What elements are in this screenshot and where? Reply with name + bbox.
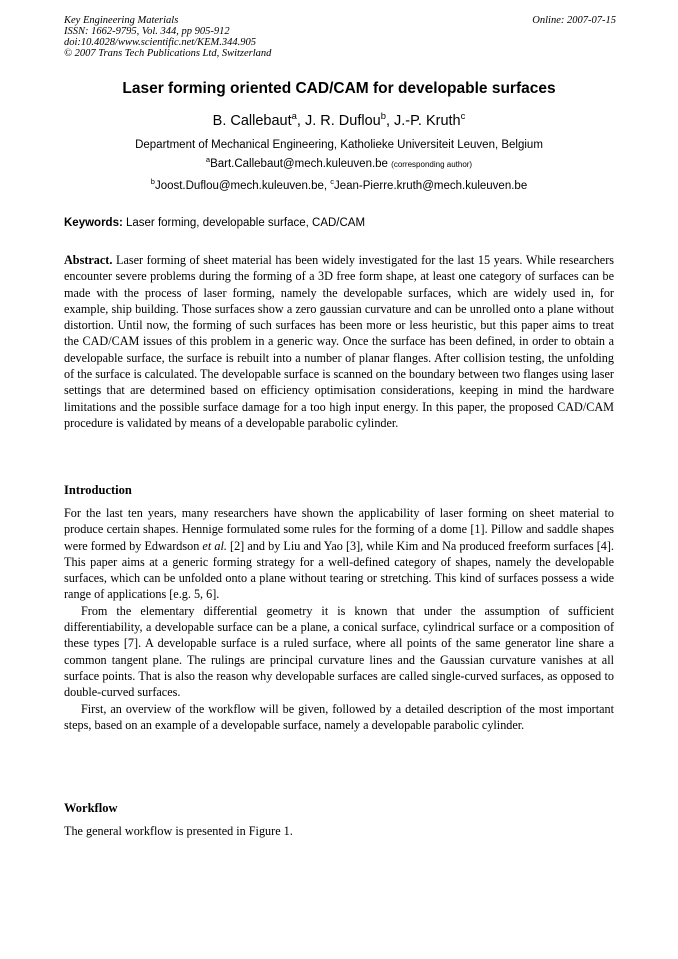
author-affil-sup: a xyxy=(291,110,297,122)
workflow-text: The general workflow is presented in Figure 1. xyxy=(64,824,293,838)
author-separator: , xyxy=(385,113,394,129)
email-sup: b xyxy=(150,177,155,187)
email-c[interactable]: Jean-Pierre.kruth@mech.kuleuven.be xyxy=(334,180,528,192)
intro-p1-em: et al. xyxy=(202,538,227,553)
abstract xyxy=(64,252,614,431)
email-sup: c xyxy=(330,177,334,187)
introduction-heading: Introduction xyxy=(64,483,132,497)
affiliation: Department of Mechanical Engineering, Katholieke Universiteit Leuven, Belgium xyxy=(135,139,543,151)
copyright-line: © 2007 Trans Tech Publications Ltd, Switzerland xyxy=(64,48,272,59)
author-separator: , xyxy=(296,113,305,129)
intro-p1-part-a: For the last ten years, many researchers have shown the applicability of laser forming on sheet material to produce certain shapes. Hennige formulated some rules for the forming of a dome [1]. Pillow and saddle shapes were formed by Edwardson xyxy=(64,506,614,553)
keywords xyxy=(64,217,616,229)
online-date: Online: 2007-07-15 xyxy=(532,15,616,26)
issn-line: ISSN: 1662-9795, Vol. 344, pp 905-912 xyxy=(64,26,230,37)
author-affil-sup: c xyxy=(460,110,466,122)
intro-paragraph-2: From the elementary differential geometry it is known that under the assumption of sufficient differentiability, a developable surface can be a plane, a conical surface, cylindrical surface or a composition of these types [7]. A developable surface is a ruled surface, where all points of the same generator line share a common tangent plane. The rulings are principal curvature lines and the Gaussian curvature vanishes at all surface points. That is also the reason why developable surfaces are called single-curved surfaces, as opposed to double-curved surfaces. xyxy=(64,603,614,700)
keywords-label: Keywords: xyxy=(64,217,123,229)
author-list xyxy=(0,110,678,129)
intro-paragraph-1 xyxy=(64,505,614,603)
doi-line: doi:10.4028/www.scientific.net/KEM.344.905 xyxy=(64,37,256,48)
author-name: B. Callebaut xyxy=(212,113,292,129)
intro-p1-part-b: [2] and by Liu and Yao [3], while Kim and Na produced freeform surfaces [4]. This paper aims at a generic forming strategy for a well-defined category of shapes, namely the developable surfaces, which can be unfolded onto a plane without tearing or stretching. This kind of surfaces possess a wide range of applications [e.g. 5, 6]. xyxy=(64,538,614,602)
journal-meta xyxy=(64,15,616,59)
email-sup: a xyxy=(205,155,211,165)
introduction-body xyxy=(64,505,614,733)
corresponding-note: (corresponding author) xyxy=(391,160,473,169)
email-a[interactable]: Bart.Callebaut@mech.kuleuven.be xyxy=(210,158,388,170)
email-line-2 xyxy=(0,177,678,192)
email-b[interactable]: Joost.Duflou@mech.kuleuven.be, xyxy=(154,180,331,192)
paper-title: Laser forming oriented CAD/CAM for developable surfaces xyxy=(122,80,556,97)
abstract-text: Laser forming of sheet material has been widely investigated for the last 15 years. While researchers encounter severe problems during the forming of a 3D free form shape, at least one category of surfaces can be made with the process of laser forming, namely the developable surfaces, which are widely used in, for example, ship building. Those surfaces show a zero gaussian curvature and can be unrolled onto a plane without distortion. Until now, the forming of such surfaces has been more or less heuristic, but this paper aims to treat the CAD/CAM issues of this problem in a generic way. Once the surface has been defined, in order to obtain a developable surface, the surface is rebuilt into a number of planar flanges. After collision testing, the unfolding of the surface is calculated. The developable surface is scanned on the boundary between two flanges using laser settings that are determined based on efficiency optimisation considerations, keeping in mind the hardware limitations and the possible surface damage for a too high input energy. In this paper, the proposed CAD/CAM procedure is validated by means of a developable parabolic cylinder. xyxy=(64,253,614,430)
email-line-1 xyxy=(0,155,678,170)
author-name: J.-P. Kruth xyxy=(394,113,461,129)
journal-name: Key Engineering Materials xyxy=(64,15,179,26)
abstract-label: Abstract. xyxy=(64,253,113,267)
keywords-text: Laser forming, developable surface, CAD/CAM xyxy=(122,217,366,229)
author-affil-sup: b xyxy=(380,110,386,122)
author-name: J. R. Duflou xyxy=(304,113,381,129)
intro-paragraph-3: First, an overview of the workflow will be given, followed by a detailed description of the most important steps, based on an example of a developable surface, namely a developable parabolic cylinder. xyxy=(64,701,614,732)
workflow-heading: Workflow xyxy=(64,801,118,815)
